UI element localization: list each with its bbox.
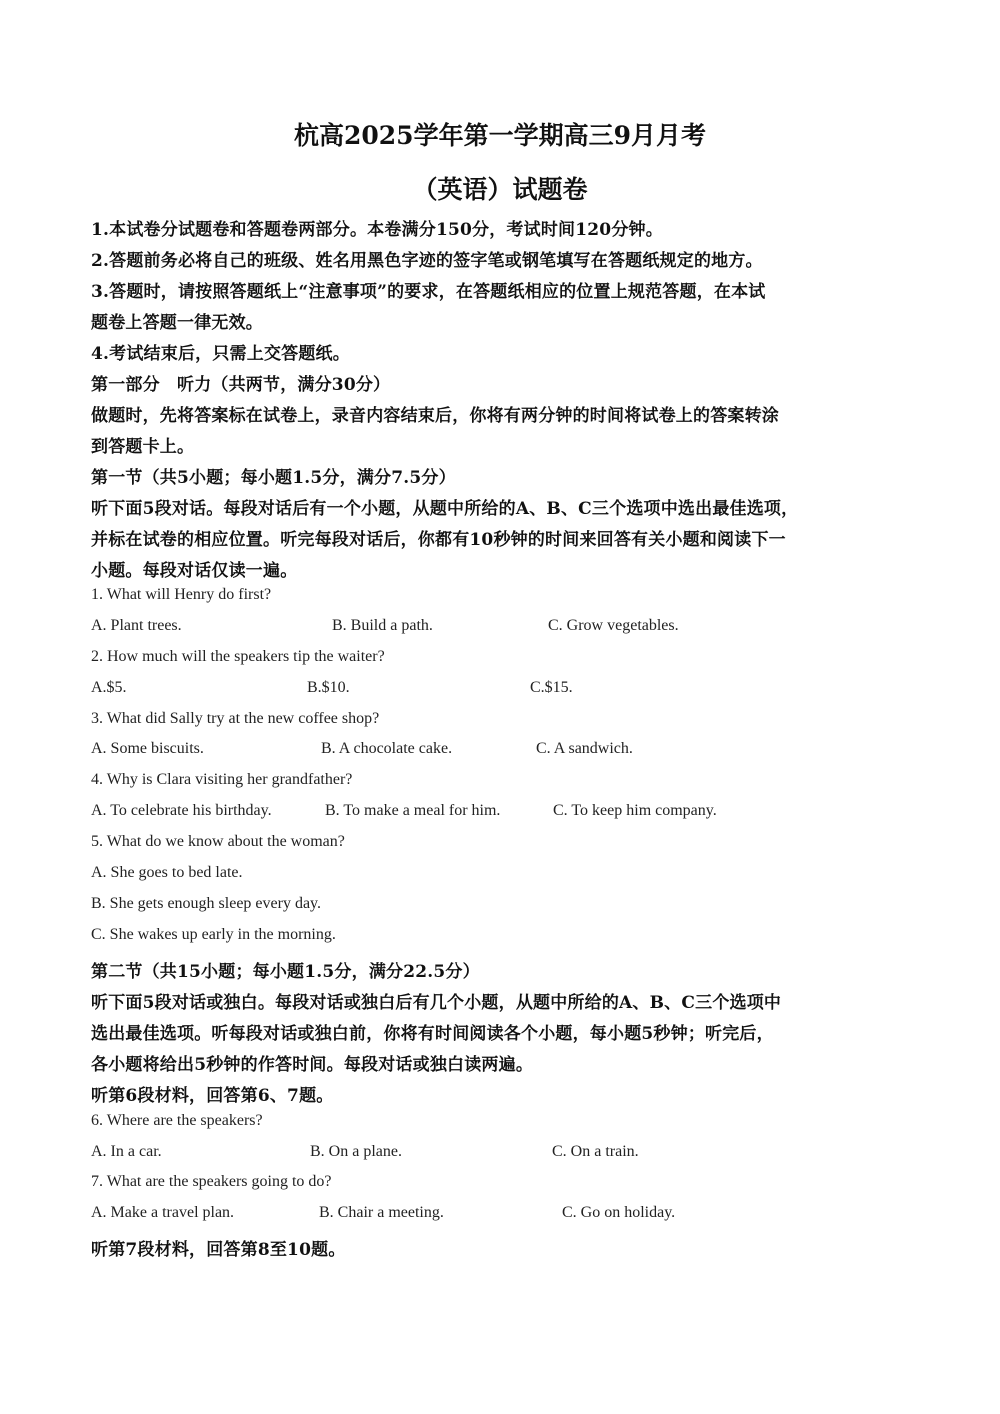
exam-title: 杭高2025学年第一学期高三9月月考 [294,121,706,150]
question-5-stem: 5. What do we know about the woman? [91,833,345,850]
instruction-3-cont: 题卷上答题一律无效。 [91,313,263,333]
question-7-option-a: A. Make a travel plan. [91,1204,235,1221]
instruction-1: 1.本试卷分试题卷和答题卷两部分。本卷满分150分，考试时间120分钟。 [91,220,663,240]
section1-desc-line: 并标在试卷的相应位置。听完每段对话后，你都有10秒钟的时间来回答有关小题和阅读下一 [91,530,786,550]
material-6-heading: 听第6段材料，回答第6、7题。 [91,1086,334,1106]
section1-desc-line: 小题。每段对话仅读一遍。 [91,561,298,581]
part1-desc-line: 到答题卡上。 [91,437,195,457]
question-2-option-a: A.$5. [91,679,127,696]
question-7-option-b: B. Chair a meeting. [319,1204,444,1221]
question-1-option-b: B. Build a path. [332,617,433,634]
material-7-heading: 听第7段材料，回答第8至10题。 [91,1240,346,1260]
question-3-stem: 3. What did Sally try at the new coffee shop? [91,710,380,727]
question-2-option-c: C.$15. [530,679,573,696]
question-1-stem: 1. What will Henry do first? [91,586,272,603]
question-4-option-a: A. To celebrate his birthday. [91,802,272,819]
part1-desc-line: 做题时，先将答案标在试卷上，录音内容结束后，你将有两分钟的时间将试卷上的答案转涂 [91,406,779,426]
question-3-option-a: A. Some biscuits. [91,740,204,757]
question-7-stem: 7. What are the speakers going to do? [91,1173,332,1190]
question-1-option-c: C. Grow vegetables. [548,617,679,634]
section2-desc-line: 听下面5段对话或独白。每段对话或独白后有几个小题，从题中所给的A、B、C三个选项中 [91,993,782,1013]
question-3-option-c: C. A sandwich. [536,740,633,757]
instruction-4: 4.考试结束后，只需上交答题纸。 [91,344,350,364]
question-5-option-b: B. She gets enough sleep every day. [91,895,322,912]
question-2-option-b: B.$10. [307,679,350,696]
question-4-stem: 4. Why is Clara visiting her grandfather? [91,771,353,788]
question-4-option-b: B. To make a meal for him. [325,802,501,819]
question-6-stem: 6. Where are the speakers? [91,1112,263,1129]
section2-desc-line: 选出最佳选项。听每段对话或独白前，你将有时间阅读各个小题，每小题5秒钟；听完后， [91,1024,774,1044]
instruction-3: 3.答题时，请按照答题纸上“注意事项”的要求，在答题纸相应的位置上规范答题，在本试 [91,282,766,302]
question-6-option-c: C. On a train. [552,1143,639,1160]
part1-heading: 第一部分 听力（共两节，满分30分） [91,375,391,395]
question-5-option-a: A. She goes to bed late. [91,864,243,881]
section2-heading: 第二节（共15小题；每小题1.5分，满分22.5分） [91,962,480,982]
question-3-option-b: B. A chocolate cake. [321,740,453,757]
section2-desc-line: 各小题将给出5秒钟的作答时间。每段对话或独白读两遍。 [91,1055,534,1075]
question-6-option-b: B. On a plane. [310,1143,402,1160]
question-4-option-c: C. To keep him company. [553,802,717,819]
question-7-option-c: C. Go on holiday. [562,1204,676,1221]
question-5-option-c: C. She wakes up early in the morning. [91,926,336,943]
section1-heading: 第一节（共5小题；每小题1.5分，满分7.5分） [91,468,456,488]
question-1-option-a: A. Plant trees. [91,617,182,634]
question-6-option-a: A. In a car. [91,1143,162,1160]
section1-desc-line: 听下面5段对话。每段对话后有一个小题，从题中所给的A、B、C三个选项中选出最佳选项， [91,499,799,519]
instruction-2: 2.答题前务必将自己的班级、姓名用黑色字迹的签字笔或钢笔填写在答题纸规定的地方。 [91,251,763,271]
exam-subtitle: （英语）试题卷 [412,175,588,204]
question-2-stem: 2. How much will the speakers tip the waiter? [91,648,385,665]
